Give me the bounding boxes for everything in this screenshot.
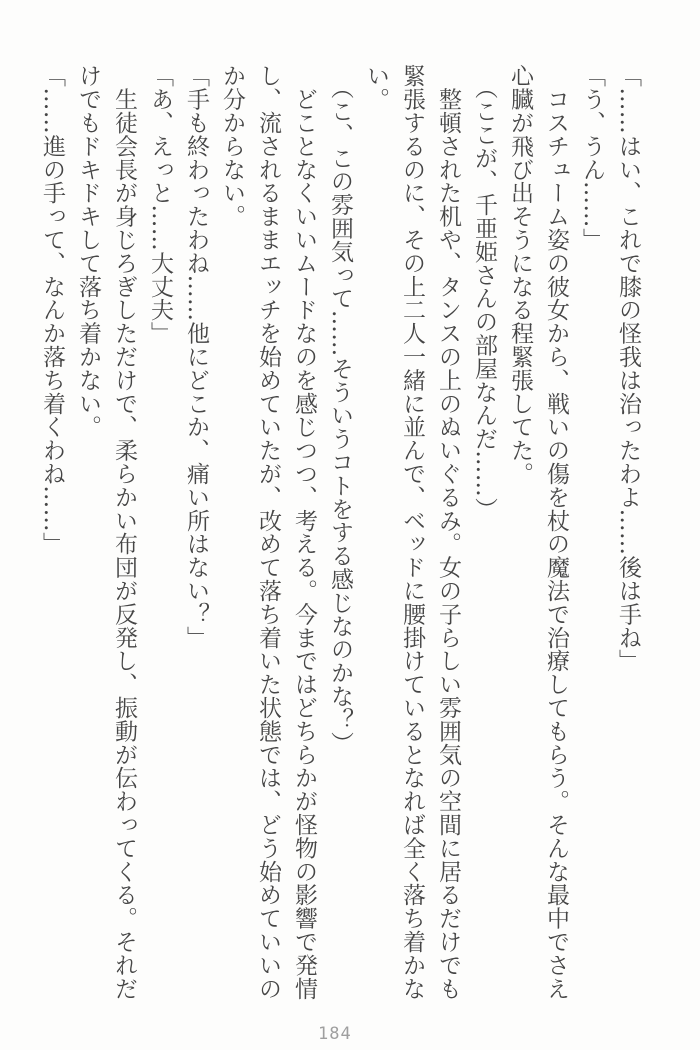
text-line-12: か分からない。 bbox=[219, 64, 245, 228]
text-line-14: 「あ、えっと……大丈夫」 bbox=[147, 64, 173, 345]
text-line-6: 整頓された机や、タンスの上のぬいぐるみ。女の子らしい雰囲気の空間に居るだけでも bbox=[435, 64, 461, 1000]
text-line-9: （こ、この雰囲気って……そういうコトをする感じなのかな？） bbox=[327, 64, 353, 755]
text-line-15: 生徒会長が身じろぎしただけで、柔らかい布団が反発し、振動が伝わってくる。それだ bbox=[111, 64, 137, 1000]
text-line-5: （ここが、千亜姫さんの部屋なんだ……） bbox=[471, 64, 497, 521]
text-line-13: 「手も終わったわね……他にどこか、痛い所はない？」 bbox=[183, 64, 209, 649]
page-number: 184 bbox=[318, 1024, 352, 1044]
vertical-text-block bbox=[34, 64, 646, 1000]
text-line-11: し、流されるままエッチを始めていたが、改めて落ち着いた状態では、どう始めていいの bbox=[255, 64, 281, 1000]
text-line-10: どことなくいいムードなのを感じつつ、考える。今まではどちらかが怪物の影響で発情 bbox=[291, 64, 317, 1000]
text-line-3: コスチューム姿の彼女から、戦いの傷を杖の魔法で治療してもらう。そんな最中でさえ bbox=[543, 64, 569, 1000]
text-line-16: けでもドキドキして落ち着かない。 bbox=[75, 64, 101, 439]
text-line-8: い。 bbox=[363, 64, 389, 111]
text-line-7: 緊張するのに、その上二人一緒に並んで、ベッドに腰掛けているとなれば全く落ち着かな bbox=[399, 64, 425, 1000]
text-line-4: 心臓が飛び出そうになる程緊張してた。 bbox=[507, 64, 533, 486]
text-line-17: 「……進の手って、なんか落ち着くわね……」 bbox=[39, 64, 65, 556]
text-line-1: 「……はい、これで膝の怪我は治ったわよ……後は手ね」 bbox=[615, 64, 641, 673]
text-line-2: 「う、うん……」 bbox=[579, 64, 605, 252]
